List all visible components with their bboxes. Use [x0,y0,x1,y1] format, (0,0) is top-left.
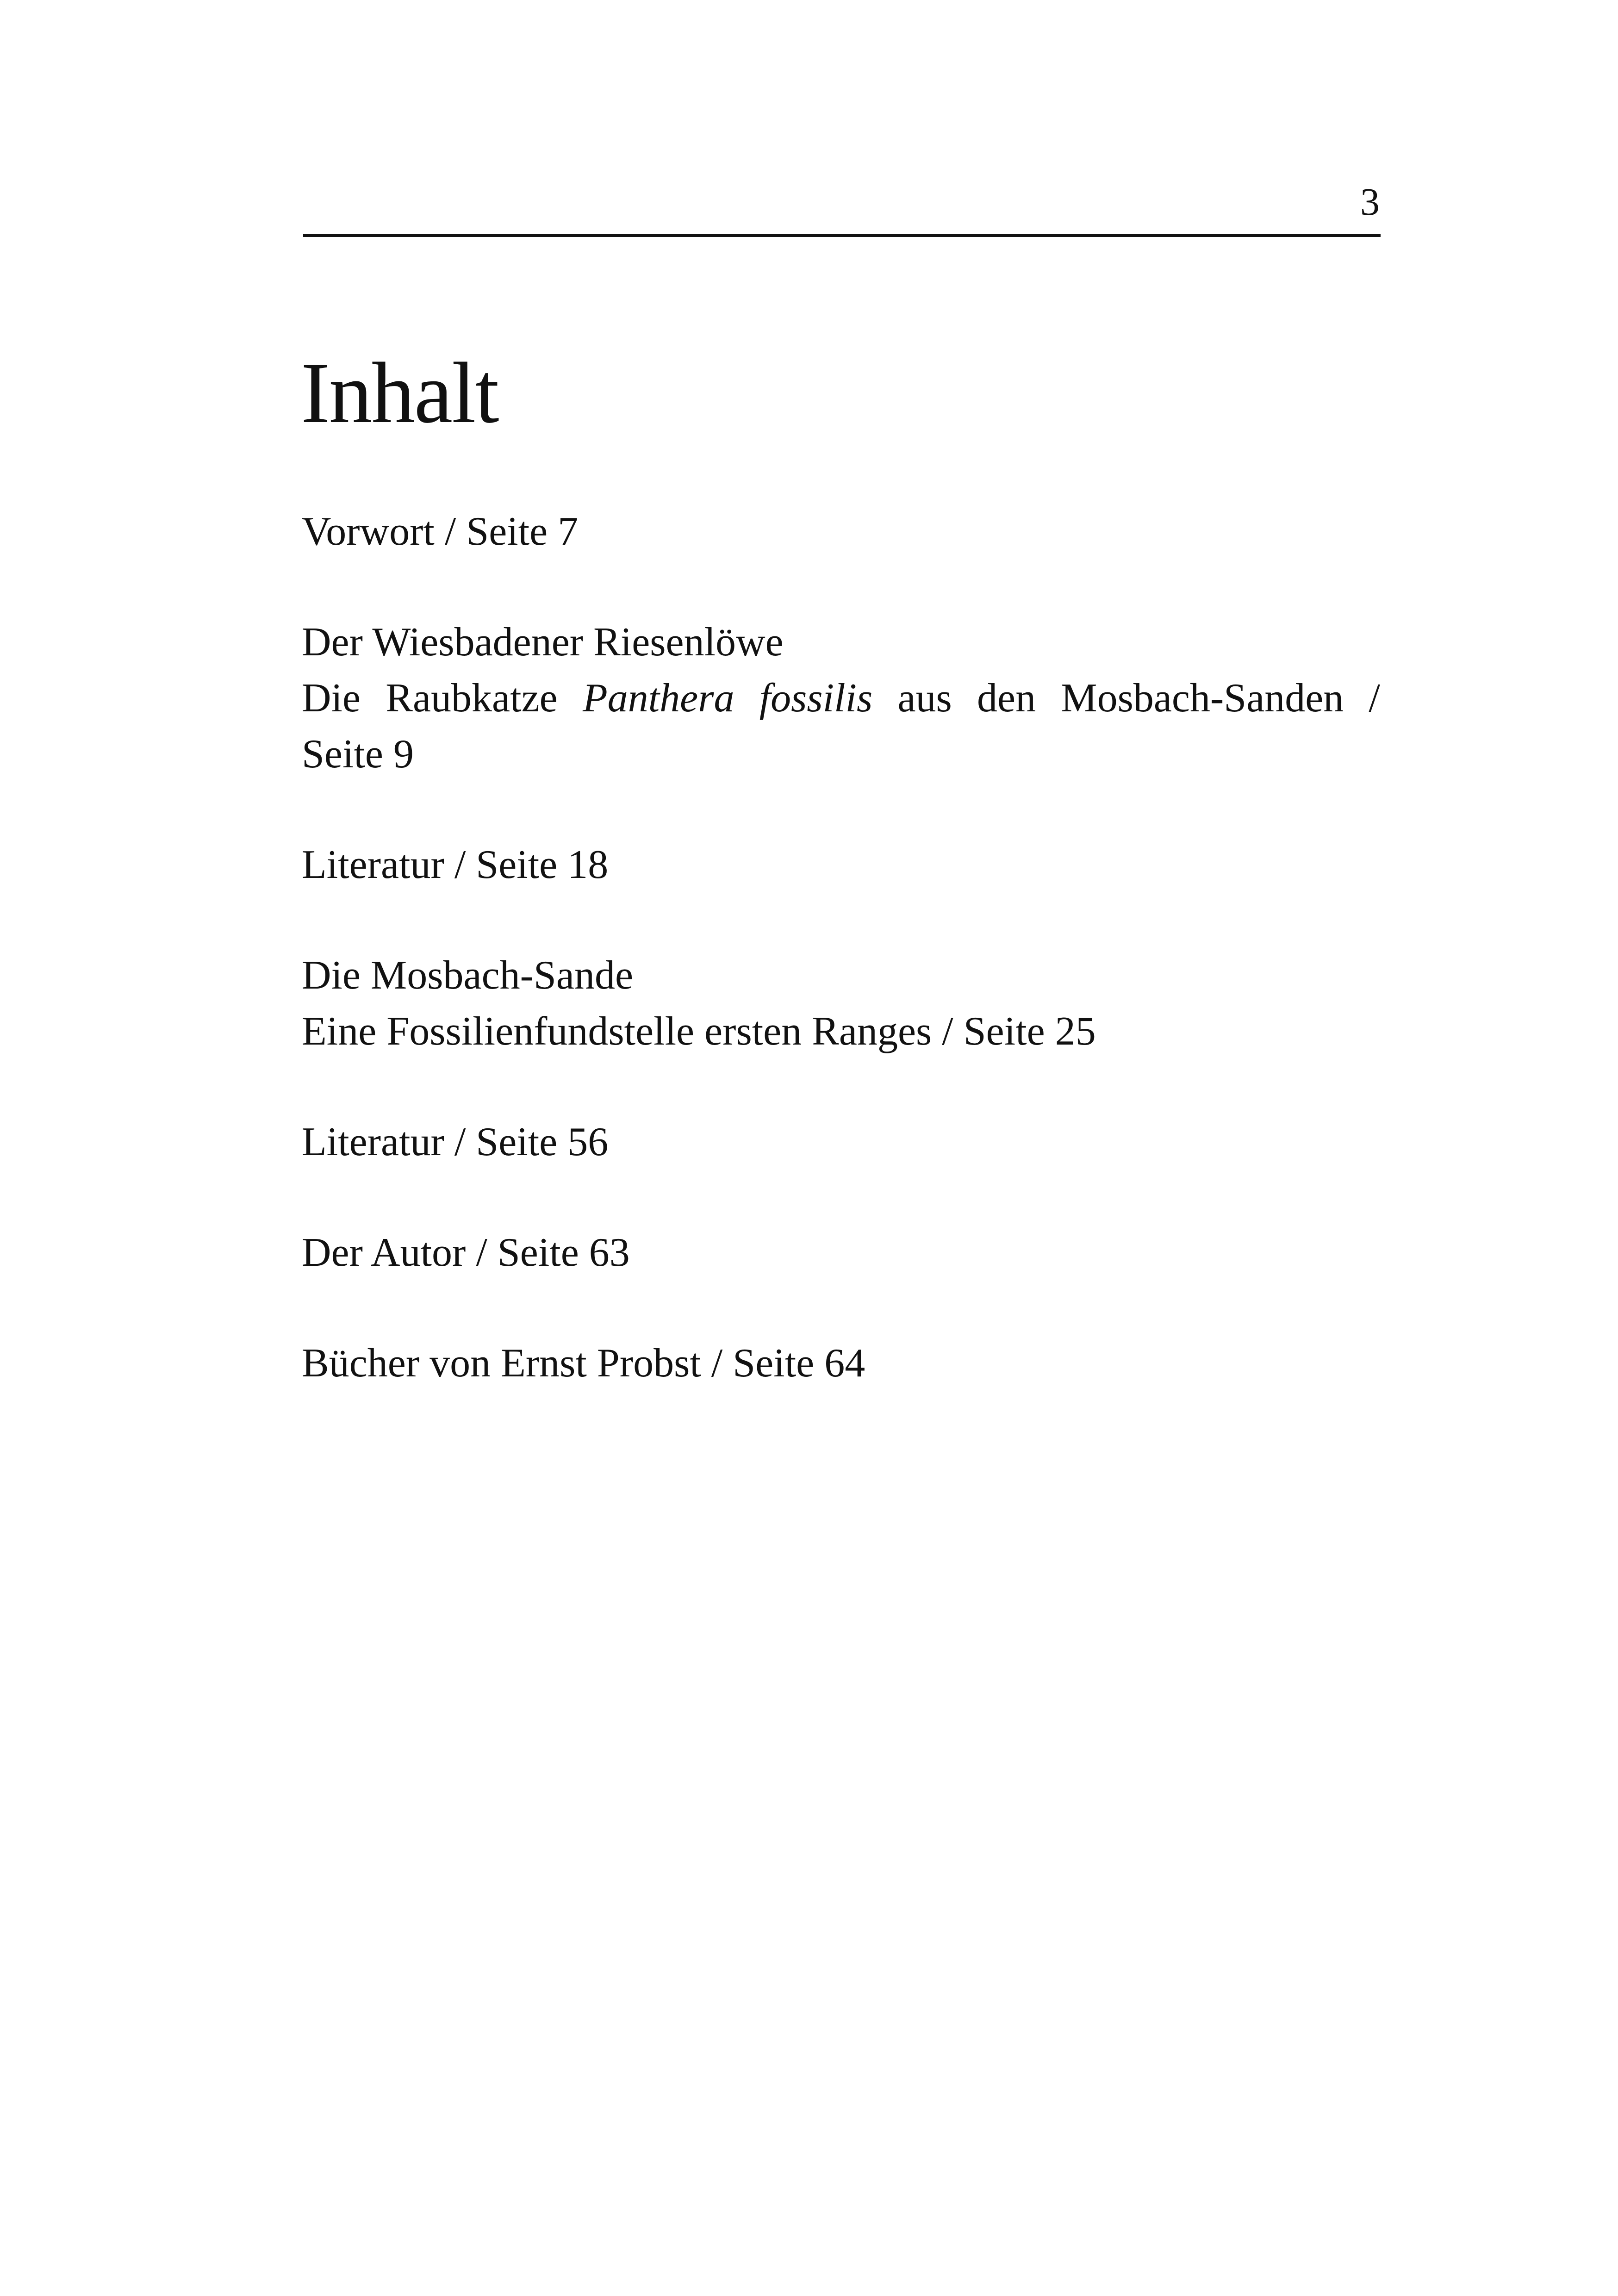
toc-entry-riesenloewe [302,614,1380,782]
toc-line-vorwort: Vorwort / Seite 7 [302,509,579,554]
toc-subtitle-prefix: Die Raubkatze [302,676,583,721]
toc-entry-autor [302,1225,1380,1281]
toc-entry-literatur-2 [302,1114,1380,1170]
toc-line-buecher: Bücher von Ernst Probst / Seite 64 [302,1341,865,1386]
toc-subtitle-riesenloewe [302,670,1380,726]
toc-subtitle-mosbach: Eine Fossilienfundstelle ersten Ranges / Seite 25 [302,1009,1096,1054]
toc-line-autor: Der Autor / Seite 63 [302,1230,630,1275]
page-number: 3 [1360,180,1380,224]
toc-line-literatur-2: Literatur / Seite 56 [302,1120,609,1164]
header-rule [303,234,1381,237]
toc-heading-mosbach: Die Mosbach-Sande [302,953,634,998]
toc-entry-mosbach [302,947,1380,1059]
table-of-contents [302,504,1380,1446]
page-title: Inhalt [301,344,498,441]
toc-page-riesenloewe: Seite 9 [302,732,414,777]
toc-subtitle-species: Panthera fossilis [582,676,873,721]
toc-entry-vorwort [302,504,1380,560]
toc-entry-buecher [302,1335,1380,1391]
toc-line-literatur-1: Literatur / Seite 18 [302,842,609,887]
toc-entry-literatur-1 [302,837,1380,893]
toc-subtitle-suffix: aus den Mosbach-Sanden / [872,676,1381,721]
toc-heading-riesenloewe: Der Wiesbadener Riesenlöwe [302,620,784,665]
